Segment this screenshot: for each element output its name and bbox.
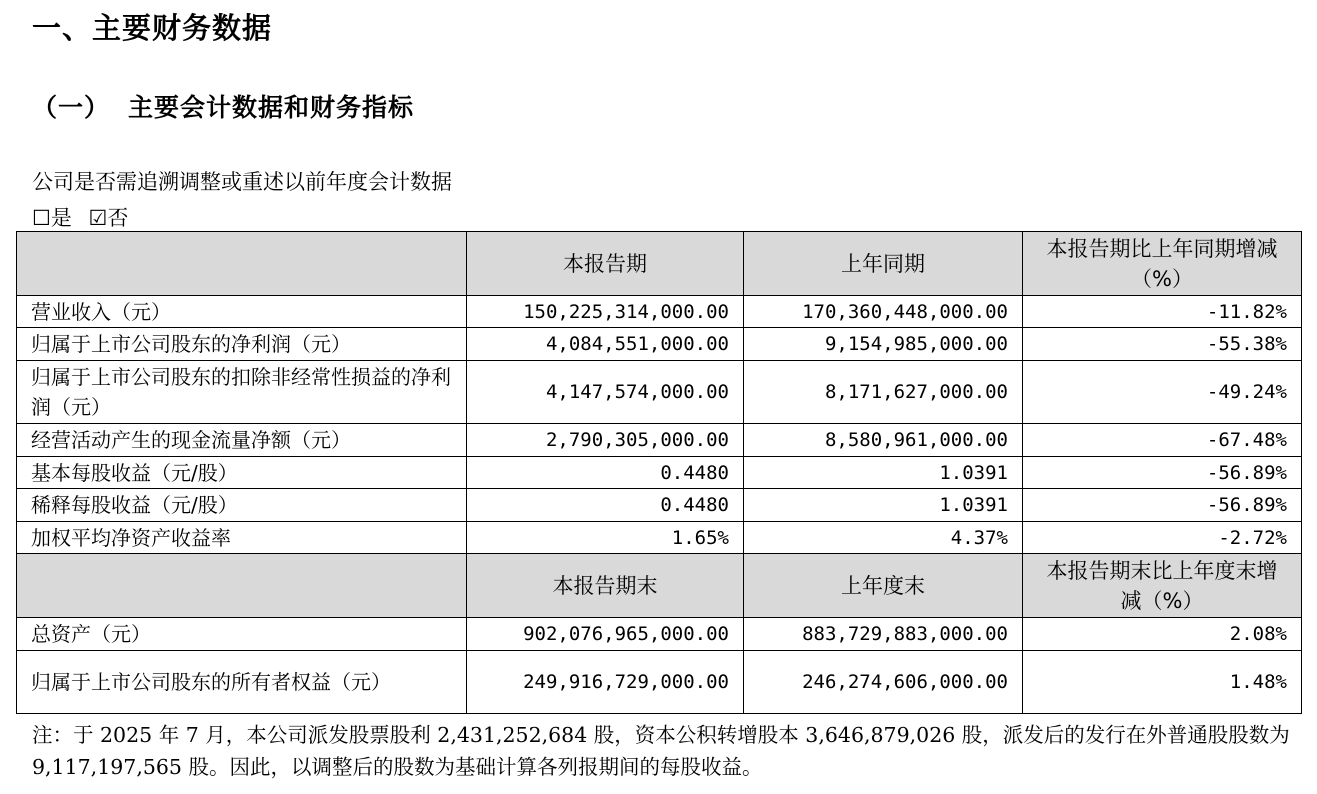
row-label: 归属于上市公司股东的扣除非经常性损益的净利润（元） [17, 361, 467, 424]
change-value: -55.38% [1023, 328, 1302, 361]
current-value: 902,076,965,000.00 [467, 618, 744, 651]
subsection-heading [32, 88, 414, 124]
header-blank-cell [17, 554, 467, 618]
header-prior-period: 上年同期 [744, 232, 1023, 296]
subsection-number: （一） [32, 93, 111, 122]
prior-value: 170,360,448,000.00 [744, 296, 1023, 328]
prior-value: 9,154,985,000.00 [744, 328, 1023, 361]
change-value: -11.82% [1023, 296, 1302, 328]
header-period-end: 本报告期末 [467, 554, 744, 618]
prior-value: 8,171,627,000.00 [744, 361, 1023, 424]
change-value: -67.48% [1023, 424, 1302, 457]
table-header-row [17, 554, 1302, 618]
row-label: 经营活动产生的现金流量净额（元） [17, 424, 467, 457]
table-row [17, 489, 1302, 522]
header-prior-year-end: 上年度末 [744, 554, 1023, 618]
section-heading: 一、主要财务数据 [32, 11, 273, 45]
current-value: 249,916,729,000.00 [467, 651, 744, 714]
current-value: 150,225,314,000.00 [467, 296, 744, 328]
table-row [17, 618, 1302, 651]
option-yes-checkbox: ☐是 [32, 206, 72, 230]
row-label: 营业收入（元） [17, 296, 467, 328]
prior-value: 1.0391 [744, 457, 1023, 489]
current-value: 4,084,551,000.00 [467, 328, 744, 361]
change-value: -2.72% [1023, 522, 1302, 554]
header-current-period: 本报告期 [467, 232, 744, 296]
row-label: 归属于上市公司股东的净利润（元） [17, 328, 467, 361]
change-value: -49.24% [1023, 361, 1302, 424]
change-value: -56.89% [1023, 457, 1302, 489]
table-row [17, 296, 1302, 328]
current-value: 2,790,305,000.00 [467, 424, 744, 457]
header-blank-cell [17, 232, 467, 296]
option-no-checkbox-checked: ☑否 [88, 206, 129, 230]
prior-value: 4.37% [744, 522, 1023, 554]
row-label: 基本每股收益（元/股） [17, 457, 467, 489]
prior-value: 1.0391 [744, 489, 1023, 522]
row-label: 总资产（元） [17, 618, 467, 651]
prior-value: 8,580,961,000.00 [744, 424, 1023, 457]
current-value: 0.4480 [467, 489, 744, 522]
row-label: 稀释每股收益（元/股） [17, 489, 467, 522]
prior-value: 246,274,606,000.00 [744, 651, 1023, 714]
header-change-pct: 本报告期比上年同期增减（%） [1023, 232, 1302, 296]
footnote: 注：于 2025 年 7 月，本公司派发股票股利 2,431,252,684 股，资本公积转增股本 3,646,879,026 股，派发后的发行在外普通股股数为 9,117,197,565 股。因此，以调整后的股数为基础计算各列报期间的每股收益。 [32, 723, 1290, 779]
financial-data-table [16, 231, 1302, 714]
row-label: 加权平均净资产收益率 [17, 522, 467, 554]
current-value: 0.4480 [467, 457, 744, 489]
current-value: 1.65% [467, 522, 744, 554]
restatement-options [32, 202, 138, 232]
change-value: -56.89% [1023, 489, 1302, 522]
header-change-pct: 本报告期末比上年度末增减（%） [1023, 554, 1302, 618]
table-row [17, 457, 1302, 489]
prior-value: 883,729,883,000.00 [744, 618, 1023, 651]
change-value: 2.08% [1023, 618, 1302, 651]
change-value: 1.48% [1023, 651, 1302, 714]
table-header-row [17, 232, 1302, 296]
table-row [17, 522, 1302, 554]
table-row [17, 424, 1302, 457]
table-row [17, 361, 1302, 424]
row-label: 归属于上市公司股东的所有者权益（元） [17, 651, 467, 714]
restatement-question: 公司是否需追溯调整或重述以前年度会计数据 [32, 170, 452, 194]
table-row [17, 651, 1302, 714]
subsection-title: 主要会计数据和财务指标 [128, 93, 415, 122]
table-row [17, 328, 1302, 361]
current-value: 4,147,574,000.00 [467, 361, 744, 424]
